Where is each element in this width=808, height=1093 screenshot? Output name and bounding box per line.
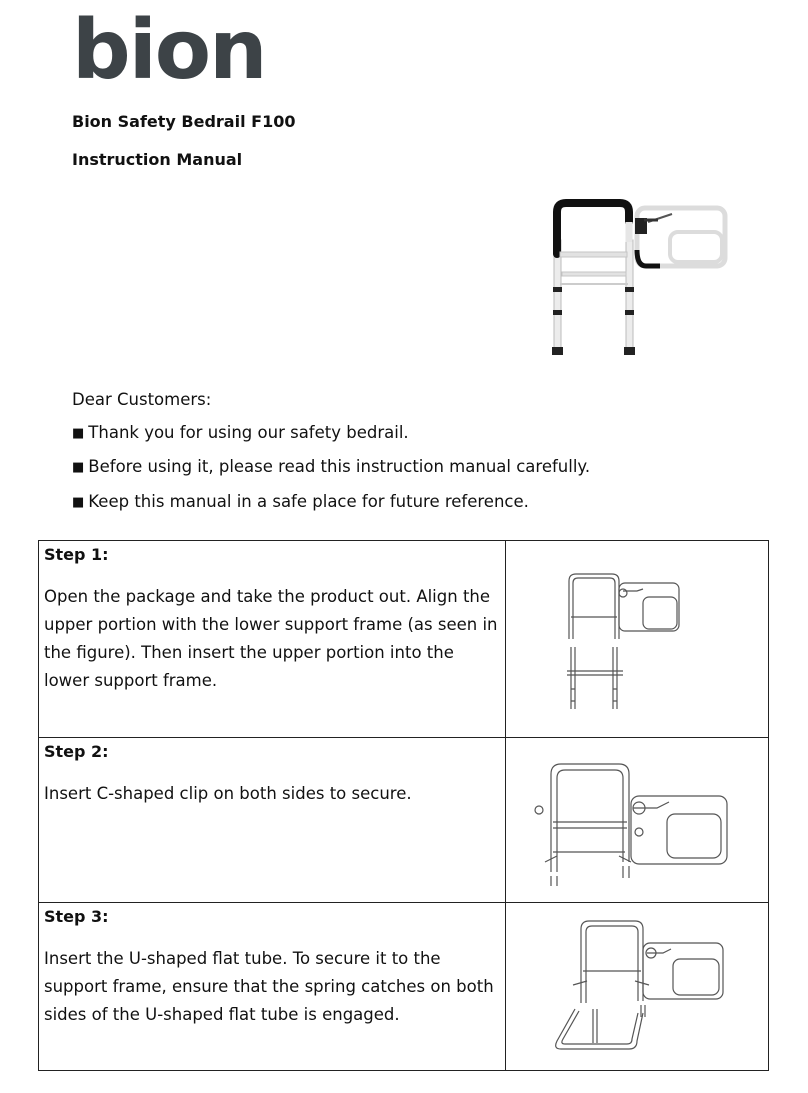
- intro-bullet: [72, 451, 590, 486]
- intro-bullet-text: Before using it, please read this instruction manual carefully.: [88, 457, 591, 476]
- intro-bullet: [72, 417, 590, 452]
- step-text-cell: [39, 541, 506, 738]
- intro-bullet: [72, 486, 590, 521]
- step-instructions: Insert C-shaped clip on both sides to secure.: [44, 784, 412, 803]
- step-figure-cell: [506, 541, 769, 738]
- bullet-square-icon: ■: [72, 460, 85, 475]
- step-text-cell: [39, 738, 506, 903]
- step-row: [39, 541, 769, 738]
- bullet-square-icon: ■: [72, 425, 85, 441]
- step-instructions: Insert the U-shaped flat tube. To secure it to the support frame, ensure that the spring catches on both sides of the U-shaped flat tube is engaged.: [44, 949, 494, 1024]
- steps-table: [38, 540, 769, 1071]
- step-figure-cell: [506, 903, 769, 1071]
- bedrail-product-image: [540, 192, 732, 364]
- step-1-diagram: [557, 569, 717, 719]
- intro-bullet-text: Thank you for using our safety bedrail.: [88, 422, 409, 442]
- step-label: Step 1:: [44, 545, 109, 564]
- step-3-diagram: [537, 913, 737, 1063]
- product-title: Bion Safety Bedrail F100: [72, 112, 296, 131]
- step-label: Step 3:: [44, 907, 109, 926]
- step-row: [39, 738, 769, 903]
- bullet-square-icon: ■: [72, 494, 85, 510]
- step-label: Step 2:: [44, 742, 109, 761]
- step-instructions: Open the package and take the product out. Align the upper portion with the lower support frame (as seen in the figure). Then insert the upper portion into the lower support frame.: [44, 587, 498, 690]
- step-row: [39, 903, 769, 1071]
- intro-section: [72, 384, 590, 520]
- step-2-diagram: [527, 752, 747, 892]
- step-text-cell: [39, 903, 506, 1071]
- greeting: Dear Customers:: [72, 390, 212, 409]
- logo-text: bion: [72, 3, 266, 98]
- intro-bullet-text: Keep this manual in a safe place for future reference.: [88, 491, 529, 511]
- step-figure-cell: [506, 738, 769, 903]
- bion-logo: [72, 3, 266, 98]
- document-title: Instruction Manual: [72, 150, 243, 169]
